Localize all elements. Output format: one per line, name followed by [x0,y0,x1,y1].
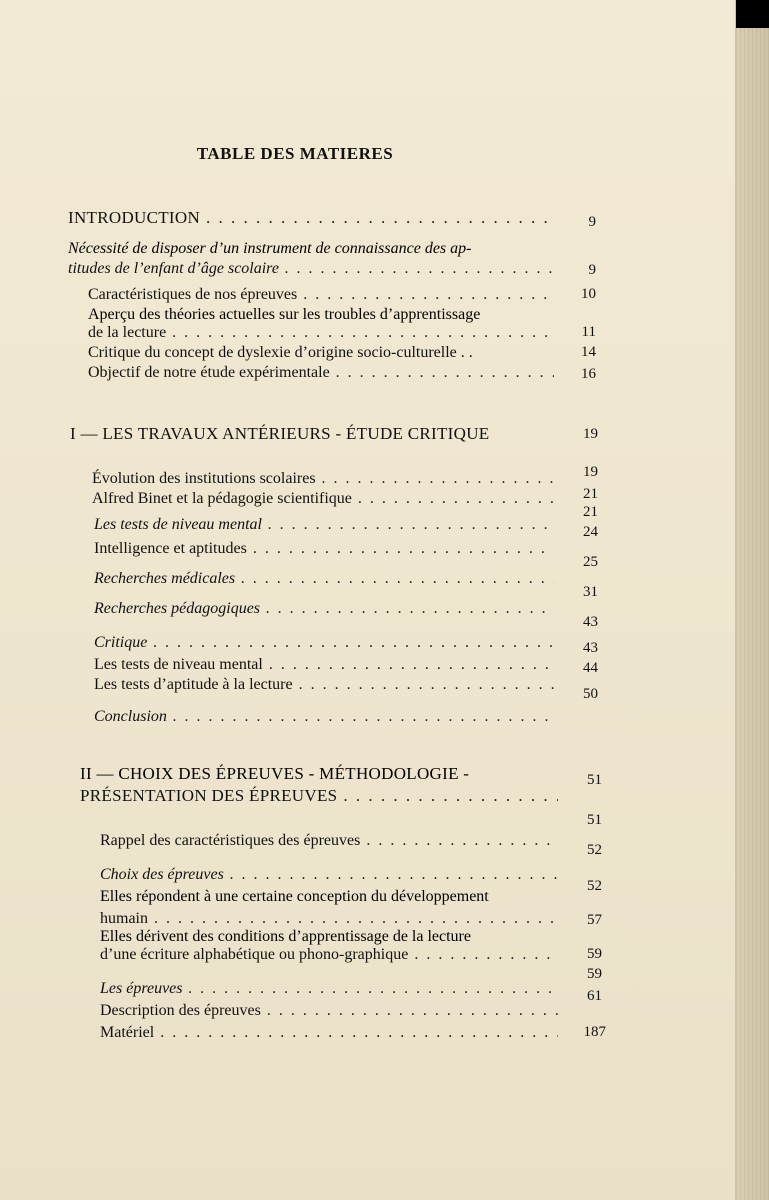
page-number: 9 [588,262,596,278]
page-number: 21 [583,504,598,520]
leader-dots [366,832,558,850]
toc-label: Caractéristiques de nos épreuves [88,286,298,303]
page-title: TABLE DES MATIERES [196,144,394,163]
toc-label: Intelligence et aptitudes [94,540,247,557]
toc-label: Rappel des caractéristiques des épreuves [100,832,361,849]
leader-dots [172,324,554,342]
leader-dots [241,570,554,588]
page-number: 43 [583,614,598,630]
toc-label: Recherches pédagogiques [94,600,261,617]
toc-label: Les tests de niveau mental [94,656,263,673]
leader-dots [343,786,558,806]
toc-label: titudes de l’enfant d’âge scolaire [68,260,279,277]
page-number: 52 [587,878,602,894]
leader-dots [230,866,558,884]
leader-dots [267,1002,558,1020]
page-number: 61 [587,988,602,1004]
toc-label: Alfred Binet et la pédagogie scientifique [92,490,352,507]
page-number: 24 [583,524,598,540]
page-number: 9 [588,214,596,230]
leader-dots [154,910,558,928]
page-number: 19 [583,426,598,442]
toc-label: Description des épreuves [100,1002,261,1019]
leader-dots [299,676,554,694]
page-number: 59 [587,966,602,982]
leader-dots [336,364,554,382]
toc-label: Les épreuves [100,980,183,997]
toc-label: humain [100,910,148,927]
page-number: 14 [581,344,596,360]
page-number: 11 [581,324,596,340]
toc-label: Elles dérivent des conditions d’apprentissage de la lecture [100,928,471,945]
page-number: 51 [587,812,602,828]
page-number: 52 [587,842,602,858]
leader-dots [189,980,559,998]
leader-dots [253,540,554,558]
page-number: 50 [583,686,598,702]
toc-label: Les tests de niveau mental [94,516,262,533]
toc-label: Critique [94,634,148,651]
toc-heading: I — LES TRAVAUX ANTÉRIEURS - ÉTUDE CRITIQUE [70,424,490,443]
toc-label: Aperçu des théories actuelles sur les troubles d’apprentissage [88,306,481,323]
page-number: 21 [583,486,598,502]
page-number: 57 [587,912,602,928]
toc-heading: PRÉSENTATION DES ÉPREUVES [80,786,338,805]
toc-label: d’une écriture alphabétique ou phono-graphique [100,946,409,963]
toc-heading: INTRODUCTION [68,208,201,227]
page-number: 25 [583,554,598,570]
leader-dots [414,946,558,964]
page-number: 59 [587,946,602,962]
toc-label: Choix des épreuves [100,866,224,883]
leader-dots [322,470,554,488]
leader-dots [160,1024,558,1042]
page-number: 51 [587,772,602,788]
leader-dots [206,208,554,228]
toc-label: Évolution des institutions scolaires [92,470,316,487]
leader-dots [269,656,554,674]
toc-label: de la lecture [88,324,167,341]
page-number: 19 [583,464,598,480]
leader-dots [303,286,554,304]
page-number: 10 [581,286,596,302]
page-number: 16 [581,366,596,382]
page-number: 31 [583,584,598,600]
toc-label: Elles répondent à une certaine conception du développement [100,888,489,905]
toc-label: Conclusion [94,708,167,725]
leader-dots [358,490,554,508]
toc-label: Critique du concept de dyslexie d’origine socio-culturelle . . [88,344,473,361]
leader-dots [285,260,554,278]
toc-label: Les tests d’aptitude à la lecture [94,676,293,693]
toc-label: Matériel [100,1024,155,1041]
page-number: 43 [583,640,598,656]
toc-heading: II — CHOIX DES ÉPREUVES - MÉTHODOLOGIE - [80,764,470,783]
leader-dots [173,708,554,726]
leader-dots [266,600,554,618]
page-number: 44 [583,660,598,676]
toc-label: Objectif de notre étude expérimentale [88,364,330,381]
toc-label: Recherches médicales [94,570,236,587]
leader-dots [268,516,554,534]
leader-dots [153,634,554,652]
page-number: 187 [583,1024,606,1040]
toc-italic-line: Nécessité de disposer d’un instrument de connaissance des ap- [68,240,472,257]
